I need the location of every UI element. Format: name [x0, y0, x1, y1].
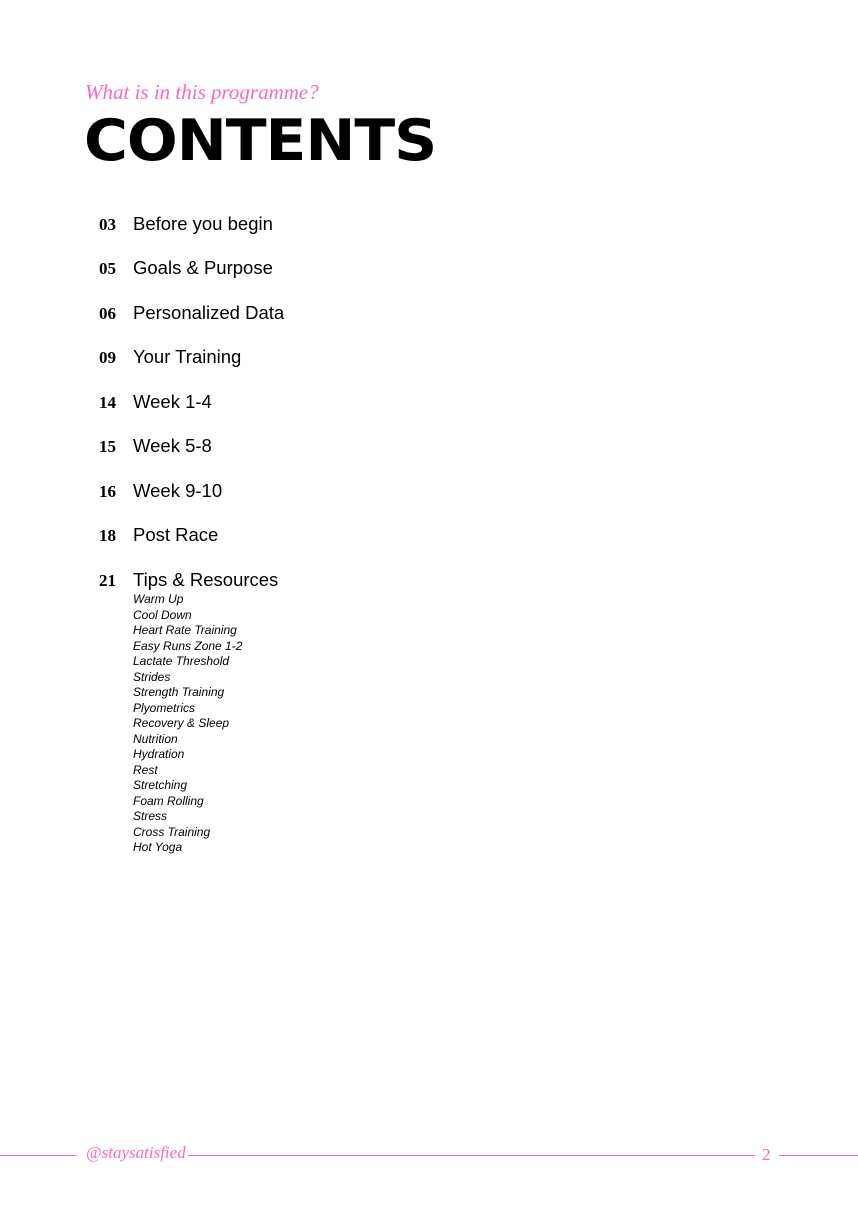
list-item[interactable]: Stretching: [133, 778, 188, 792]
toc-item[interactable]: [0, 302, 600, 332]
toc-item[interactable]: [0, 391, 600, 421]
list-item[interactable]: Hot Yoga: [133, 840, 183, 854]
list-item[interactable]: Cool Down: [133, 607, 192, 622]
toc-page-number: 16: [99, 482, 116, 501]
toc-page-number: 14: [99, 393, 116, 412]
list-item[interactable]: Recovery & Sleep: [133, 716, 230, 730]
toc-label: Tips & Resources: [133, 569, 279, 590]
toc-item[interactable]: [0, 435, 600, 465]
toc-page-number: 03: [99, 215, 116, 234]
footer-divider-right: [779, 1155, 858, 1156]
toc-label: Your Training: [133, 346, 242, 367]
toc-page-number: 06: [99, 304, 116, 323]
toc-label: Week 5-8: [133, 435, 212, 456]
toc-page-number: 05: [99, 259, 116, 278]
list-item[interactable]: Nutrition: [133, 731, 178, 746]
toc-item[interactable]: [0, 480, 600, 510]
page-number: 2: [762, 1145, 771, 1164]
toc-item[interactable]: [0, 524, 600, 554]
toc-label: Goals & Purpose: [133, 257, 273, 278]
footer-divider-middle: [188, 1155, 755, 1156]
list-item[interactable]: Hydration: [133, 747, 185, 761]
footer-divider-left: [0, 1155, 77, 1156]
toc-page-number: 21: [99, 571, 116, 590]
tips-sublist: [133, 592, 242, 856]
list-item[interactable]: Strides: [133, 669, 171, 684]
toc-page-number: 18: [99, 526, 116, 545]
toc-page-number: 09: [99, 348, 116, 367]
list-item[interactable]: Warm Up: [133, 592, 184, 606]
list-item[interactable]: Strength Training: [133, 685, 225, 699]
toc-label: Before you begin: [133, 213, 273, 234]
toc-item[interactable]: [0, 346, 600, 376]
list-item[interactable]: Easy Runs Zone 1-2: [133, 638, 243, 653]
toc-item[interactable]: [0, 569, 600, 599]
toc-label: Post Race: [133, 524, 219, 545]
list-item[interactable]: Cross Training: [133, 824, 211, 839]
list-item[interactable]: Lactate Threshold: [133, 654, 230, 668]
footer-handle[interactable]: @staysatisfied: [86, 1143, 186, 1162]
list-item[interactable]: Foam Rolling: [133, 793, 204, 808]
list-item[interactable]: Plyometrics: [133, 700, 196, 715]
toc-page-number: 15: [99, 437, 116, 456]
list-item[interactable]: Rest: [133, 762, 158, 777]
list-item[interactable]: Stress: [133, 809, 168, 823]
list-item[interactable]: Heart Rate Training: [133, 623, 237, 637]
section-subtitle: What is in this programme?: [85, 80, 319, 104]
page-title: CONTENTS: [84, 108, 437, 174]
toc-label: Personalized Data: [133, 302, 285, 323]
toc-item[interactable]: [0, 213, 600, 243]
toc-label: Week 1-4: [133, 391, 212, 412]
toc-item[interactable]: [0, 257, 600, 287]
toc-label: Week 9-10: [133, 480, 223, 501]
